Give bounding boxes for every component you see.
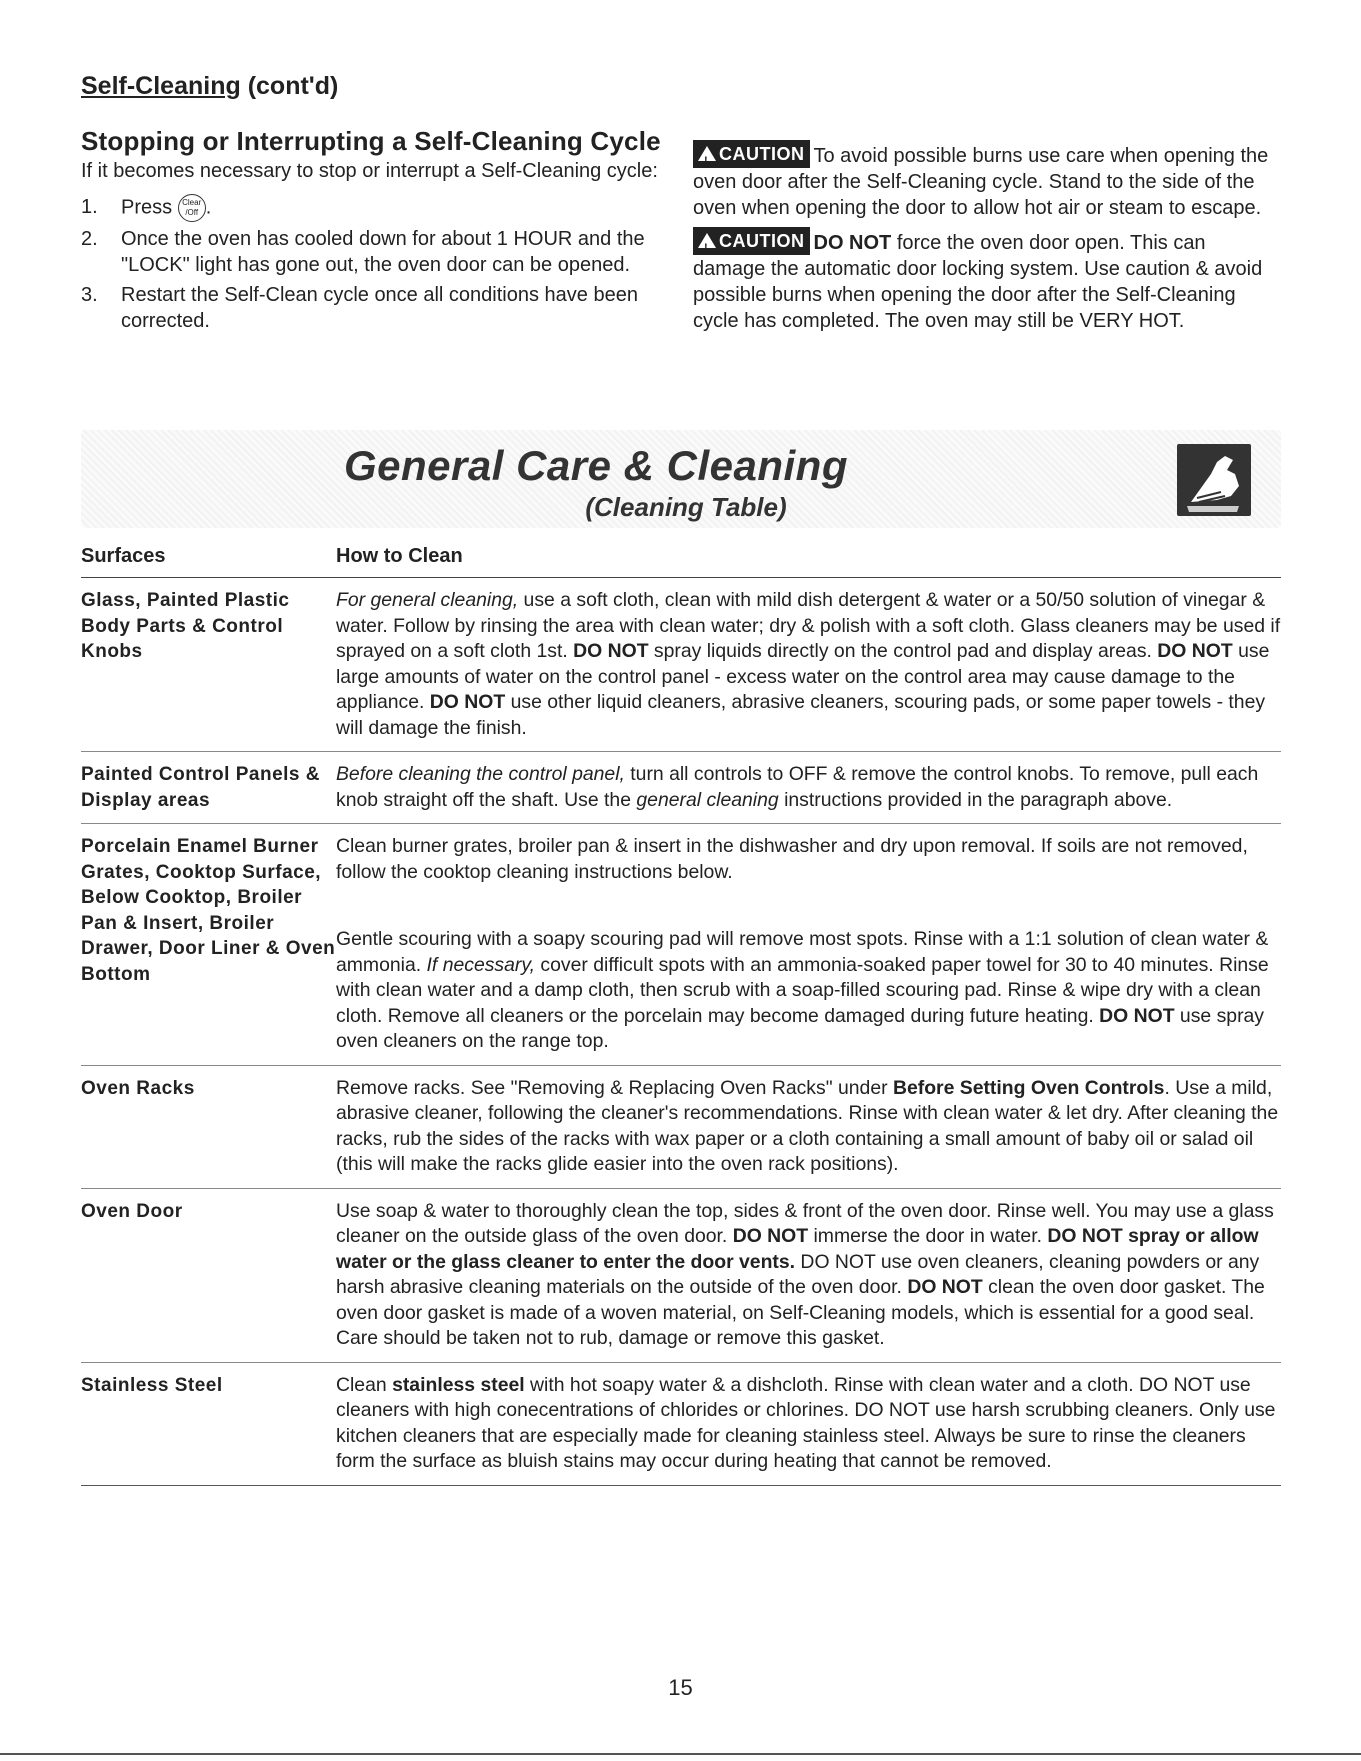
header-how-to-clean: How to Clean: [336, 545, 463, 567]
step-1: 1. Press Clear /Off .: [81, 194, 671, 222]
cleaning-hand-icon: [1177, 444, 1251, 516]
banner-title: General Care & Cleaning: [344, 442, 848, 489]
stopping-steps: [81, 194, 671, 334]
section-banner: [81, 430, 1281, 528]
banner-subtitle: (Cleaning Table): [585, 492, 787, 522]
cleaning-instructions: Before cleaning the control panel, turn all controls to OFF & remove the control knobs. To remove, pull each knob straight off the shaft. Use the general cleaning instructions provided in the paragraph above.: [336, 763, 1259, 811]
section-title: Self-Cleaning (cont'd): [81, 72, 339, 100]
cleaning-instructions: Use soap & water to thoroughly clean the top, sides & front of the oven door. Rinse well. You may use a glass cleaner on the outside glass of the oven door. DO NOT immerse the door in water. DO NOT spray or allow water or the glass cleaner to enter the door vents. DO NOT use oven cleaners, cleaning powders or any harsh abrasive cleaning materials on the outside of the oven door. DO NOT clean the oven door gasket. The oven door gasket is made of a woven material, on Self-Cleaning models, which is essential for a good seal. Care should be taken not to rub, damage or remove this gasket.: [336, 1199, 1274, 1349]
table-row: [81, 752, 1281, 824]
caution-section: [693, 140, 1283, 340]
table-row: [81, 1189, 1281, 1363]
surface-label: Oven Racks: [81, 1077, 195, 1099]
page-number: 15: [668, 1675, 693, 1700]
caution-badge: !CAUTION: [693, 140, 810, 168]
surface-label: Stainless Steel: [81, 1374, 223, 1396]
cleaning-instructions: Clean stainless steel with hot soapy water & a dishcloth. Rinse with clean water and a cloth. DO NOT use cleaners with high conecentrations of chlorides or chlorines. DO NOT use harsh scrubbing cleaners. Only use kitchen cleaners that are especially made for cleaning stainless steel. Always be sure to rinse the cleaners form the surface as bluish stains may occur during heating that cannot be removed.: [336, 1373, 1276, 1472]
table-row: [81, 824, 1281, 1066]
stopping-intro: If it becomes necessary to stop or interrupt a Self-Cleaning cycle:: [81, 160, 658, 182]
caution-badge: !CAUTION: [693, 227, 810, 255]
table-header: [81, 545, 1281, 578]
step-3: 3. Restart the Self-Clean cycle once all conditions have been corrected.: [81, 284, 638, 332]
header-surfaces: Surfaces: [81, 545, 166, 567]
table-row: [81, 1363, 1281, 1486]
surface-label: Oven Door: [81, 1200, 183, 1222]
step-2: 2. Once the oven has cooled down for about 1 HOUR and the "LOCK" light has gone out, the oven door can be opened.: [81, 228, 645, 276]
surface-label: Glass, Painted Plastic Body Parts & Control Knobs: [81, 590, 290, 662]
clear-off-key-icon: Clear /Off: [178, 194, 206, 222]
table-row: [81, 1066, 1281, 1189]
cleaning-table: [81, 545, 1281, 1486]
cleaning-instructions: For general cleaning, use a soft cloth, clean with mild dish detergent & water or a 50/50 solution of vinegar & water. Follow by rinsing the area with clean water; dry & polish with a soft cloth. Glass cleaners may be used if sprayed on a soft cloth 1st. DO NOT spray liquids directly on the control pad and display areas. DO NOT use large amounts of water on the control panel - excess water on the control area may cause damage to the appliance. DO NOT use other liquid cleaners, abrasive cleaners, scouring pads, or some paper towels - they will damage the finish.: [336, 589, 1281, 739]
cleaning-instructions: Remove racks. See "Removing & Replacing Oven Racks" under Before Setting Oven Controls. Use a mild, abrasive cleaner, following the cleaner's recommendations. Rinse with clean water & let dry. After cleaning the racks, rub the sides of the racks with wax paper or a cloth containing a small amount of baby oil or salad oil (this will make the racks glide easier into the oven rack positions).: [336, 1076, 1279, 1175]
cleaning-instructions: Clean burner grates, broiler pan & insert in the dishwasher and dry upon removal. If soils are not removed, follow the cooktop cleaning instructions below. Gentle scouring with a soapy scouring pad will remove most spots. Rinse with a 1:1 solution of clean water & ammonia. If necessary, cover difficult spots with an ammonia-soaked paper towel for 30 to 40 minutes. Rinse with clean water and a damp cloth, then scrub with a soap-filled scouring pad. Rinse & wipe dry with a clean cloth. Remove all cleaners or the porcelain may become damaged during future heating. DO NOT use spray oven cleaners on the range top.: [336, 835, 1269, 1052]
warning-triangle-icon: [698, 146, 716, 161]
caution-2: !CAUTION DO NOT force the oven door open. This can damage the automatic door locking system. Use caution & avoid possible burns when opening the door after the Self-Cleaning cycle has completed. The oven may still be VERY HOT.: [693, 227, 1283, 334]
surface-label: Porcelain Enamel Burner Grates, Cooktop Surface, Below Cooktop, Broiler Pan & Insert, Broiler Drawer, Door Liner & Oven Bottom: [81, 836, 336, 985]
surface-label: Painted Control Panels & Display areas: [81, 764, 320, 811]
table-row: [81, 578, 1281, 752]
caution-1: !CAUTION To avoid possible burns use care when opening the oven door after the Self-Cleaning cycle. Stand to the side of the oven when opening the door to allow hot air or steam to escape.: [693, 140, 1283, 221]
stopping-section: [81, 126, 671, 338]
warning-triangle-icon: [698, 233, 716, 248]
footer-divider: [0, 1753, 1361, 1755]
stopping-heading: Stopping or Interrupting a Self-Cleaning Cycle: [81, 126, 661, 156]
